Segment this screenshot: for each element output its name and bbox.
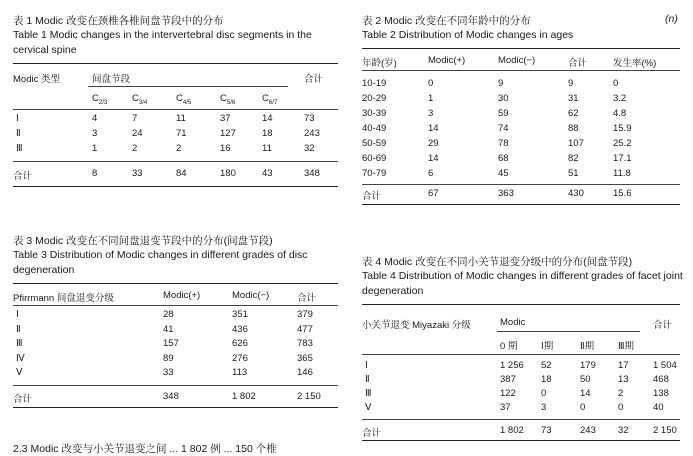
table1-sum-cell: 43 <box>262 168 273 179</box>
table1-col-type: Modic 类型 <box>13 74 60 85</box>
table2-cell: 9 <box>498 78 504 89</box>
table1-row-label: Ⅲ <box>16 143 23 154</box>
table1-cell: 2 <box>132 143 138 154</box>
table4-cell: 3 <box>541 402 547 413</box>
table4-subheader-cell: Ⅱ期 <box>580 341 595 352</box>
table4-sum-cell: 243 <box>580 425 596 436</box>
table3-header-cell: 合计 <box>297 293 317 304</box>
segment-sub: 4/5 <box>182 99 192 106</box>
table1-row-total: 243 <box>304 128 320 139</box>
table3-cell: 157 <box>163 338 179 349</box>
table2-sum-rule <box>362 184 680 185</box>
table2-sum-cell: 430 <box>568 188 584 199</box>
table1-col-segment: 间盘节段 <box>92 74 131 85</box>
table3-cell: 351 <box>232 309 248 320</box>
table1-col-total: 合计 <box>304 74 324 85</box>
table4-row-total: 138 <box>653 388 669 399</box>
table1-cell: 37 <box>220 113 231 124</box>
table2-header-cell: 合计 <box>568 58 588 69</box>
table2-age-cell: 70-79 <box>362 168 387 179</box>
table2-bottom-rule <box>362 204 680 205</box>
segment-sub: 5/6 <box>226 99 236 106</box>
table3-sum-cell: 1 802 <box>232 391 256 402</box>
table4-cell: 2 <box>618 388 624 399</box>
table4-top-rule <box>362 304 680 305</box>
table1-segment-header <box>132 93 147 106</box>
table4-col-total: 合计 <box>653 320 673 331</box>
table3-cell: 28 <box>163 309 174 320</box>
table2-sum-cell: 15.6 <box>613 188 632 199</box>
table3-bottom-rule <box>13 407 338 408</box>
table2-cell: 29 <box>428 138 439 149</box>
table4-row-total: 40 <box>653 402 664 413</box>
table4-modic-rule <box>497 331 640 332</box>
table1-row-total: 32 <box>304 143 315 154</box>
table3-grade-cell: Ⅲ <box>16 338 23 349</box>
table3-cell: 626 <box>232 338 248 349</box>
table3-cell: 365 <box>297 352 313 364</box>
table2-cell: 30 <box>498 93 509 104</box>
segment-base: C <box>132 93 139 104</box>
table2-cell: 3 <box>428 108 434 119</box>
table1-cell: 7 <box>132 113 138 124</box>
table2-title-en: Table 2 Distribution of Modic changes in ages <box>362 29 574 41</box>
table4-subheader-cell: 0 期 <box>500 341 518 352</box>
table2-cell: 11.8 <box>613 168 631 179</box>
table3-top-rule <box>13 283 338 284</box>
table1-cell: 4 <box>92 113 98 124</box>
table2-age-cell: 10-19 <box>362 78 387 89</box>
table4-sum-label: 合计 <box>362 428 382 439</box>
table4-row-label: Ⅲ <box>365 388 372 399</box>
table2-age-cell: 20-29 <box>362 93 387 104</box>
table1-cell: 2 <box>176 143 182 154</box>
table1-sum-cell: 180 <box>220 168 236 179</box>
table3-sum-rule <box>13 385 338 386</box>
table3-cell: 89 <box>163 352 174 364</box>
table4-cell: 52 <box>541 360 552 371</box>
table3-grade-cell: Ⅳ <box>16 352 25 364</box>
table2-top-rule <box>362 48 680 49</box>
table4-cell: 122 <box>500 388 516 399</box>
table3-cell: 41 <box>163 323 174 335</box>
table3-header-cell: Pfirrmann 间盘退变分级 <box>13 293 114 304</box>
table4-header-rule <box>362 354 680 355</box>
table4-row-total: 468 <box>653 374 669 385</box>
table1-title-en: Table 1 Modic changes in the intervertebral disc segments in the cervical spine <box>13 29 312 56</box>
table2-cell: 14 <box>428 153 439 164</box>
table2-cell: 17.1 <box>613 153 632 164</box>
table2-age-cell: 60-69 <box>362 153 387 164</box>
table2-cell: 51 <box>568 168 579 179</box>
table4-subheader-cell: Ⅲ期 <box>618 341 635 352</box>
table3-cell: 477 <box>297 323 313 335</box>
table2-age-cell: 50-59 <box>362 138 387 149</box>
table1-cell: 24 <box>132 128 143 139</box>
table1-cell: 11 <box>176 113 186 124</box>
segment-sub: 6/7 <box>268 99 278 106</box>
table4-cell: 0 <box>580 402 586 413</box>
table2-cell: 0 <box>613 78 619 89</box>
table1-title-cn: 表 1 Modic 改变在颈椎各椎间盘节段中的分布 <box>13 15 224 27</box>
table1-top-rule <box>13 63 338 64</box>
table4-row-label: Ⅰ <box>365 360 368 371</box>
table1-segment-header <box>92 93 107 106</box>
table2-sum-cell: 67 <box>428 188 439 199</box>
table2-cell: 107 <box>568 138 584 149</box>
table4-cell: 14 <box>580 388 591 399</box>
table1-cell: 11 <box>262 143 272 154</box>
table3-sum-cell: 合计 <box>13 394 33 405</box>
table2-header-cell: Modic(−) <box>498 55 536 66</box>
table2-cell: 9 <box>568 78 574 89</box>
segment-base: C <box>220 93 227 104</box>
table2-cell: 25.2 <box>613 138 632 149</box>
table1-cell: 1 <box>92 143 98 154</box>
table2-header-cell: 年龄(岁) <box>362 58 397 69</box>
table2-cell: 78 <box>498 138 509 149</box>
table1-cell: 71 <box>176 128 187 139</box>
table1-bottom-rule <box>13 186 338 187</box>
table3-sum-cell: 2 150 <box>297 391 321 402</box>
table1-segment-header <box>220 93 235 106</box>
table1-sum-cell: 84 <box>176 168 187 179</box>
table4-sum-cell: 1 802 <box>500 425 524 436</box>
table3-cell: 276 <box>232 352 248 364</box>
table4-title-cn: 表 4 Modic 改变在不同小关节退变分级中的分布(间盘节段) <box>362 256 633 268</box>
table3-cell: 113 <box>232 367 248 378</box>
table4-subheader-cell: Ⅰ期 <box>541 341 554 352</box>
table2-cell: 68 <box>498 153 509 164</box>
table1-segment-rule <box>88 86 288 87</box>
table1-header-rule <box>13 109 338 110</box>
segment-base: C <box>176 93 183 104</box>
table2-header-cell: Modic(+) <box>428 55 466 66</box>
table4-cell: 1 256 <box>500 360 524 371</box>
table2-cell: 6 <box>428 168 434 179</box>
footer-text: 2.3 Modic 改变与小关节退变之间 ... 1 802 例 ... 150 个椎 <box>13 443 277 455</box>
table2-age-cell: 40-49 <box>362 123 387 134</box>
table4-cell: 13 <box>618 374 629 385</box>
table3-grade-cell: Ⅰ <box>16 309 19 320</box>
table3-cell: 146 <box>297 367 313 378</box>
table2-cell: 74 <box>498 123 509 134</box>
table4-sum-cell: 32 <box>618 425 629 436</box>
table4-cell: 179 <box>580 360 596 371</box>
table3-sum-cell: 348 <box>163 391 179 402</box>
table1-sum-cell: 8 <box>92 168 98 179</box>
table3-grade-cell: Ⅱ <box>16 323 21 335</box>
table4-col-grade: 小关节退变 Miyazaki 分级 <box>362 320 471 331</box>
table2-cell: 15.9 <box>613 123 632 134</box>
table2-cell: 45 <box>498 168 509 179</box>
table1-row-total: 73 <box>304 113 315 124</box>
table4-row-label: Ⅱ <box>365 374 370 385</box>
table2-cell: 0 <box>428 78 434 89</box>
table1-cell: 3 <box>92 128 98 139</box>
table2-sum-cell: 合计 <box>362 191 382 202</box>
table1-row-label: Ⅰ <box>16 113 19 124</box>
table3-cell: 33 <box>163 367 174 378</box>
table2-title-cn: 表 2 Modic 改变在不同年龄中的分布 <box>362 15 531 27</box>
table3-title-cn: 表 3 Modic 改变在不同间盘退变节段中的分布(间盘节段) <box>13 235 273 247</box>
table4-cell: 0 <box>618 402 624 413</box>
segment-sub: 2/3 <box>98 99 108 106</box>
table1-sum-total: 348 <box>304 168 320 179</box>
table2-header-rule <box>362 70 680 71</box>
table4-title-en: Table 4 Distribution of Modic changes in different grades of facet joint degeneration <box>362 270 683 297</box>
table4-cell: 37 <box>500 402 511 413</box>
table4-row-total: 1 504 <box>653 360 677 371</box>
table4-sum-cell: 73 <box>541 425 552 436</box>
table1-segment-header <box>176 93 191 106</box>
table2-cell: 82 <box>568 153 579 164</box>
table1-cell: 16 <box>220 143 231 154</box>
table4-col-modic: Modic <box>500 317 526 328</box>
table4-sum-rule <box>362 419 680 420</box>
table2-header-cell: 发生率(%) <box>613 58 657 69</box>
table2-cell: 3.2 <box>613 93 627 104</box>
table4-cell: 0 <box>541 388 547 399</box>
table2-cell: 14 <box>428 123 439 134</box>
table2-cell: 59 <box>498 108 509 119</box>
table3-cell: 783 <box>297 338 313 349</box>
table3-cell: 436 <box>232 323 248 335</box>
table4-bottom-rule <box>362 440 680 441</box>
segment-base: C <box>92 93 99 104</box>
table4-cell: 18 <box>541 374 552 385</box>
table2-sum-cell: 363 <box>498 188 514 199</box>
table3-title-en: Table 3 Distribution of Modic changes in different grades of disc degeneration <box>13 249 308 276</box>
table4-sum-total: 2 150 <box>653 425 677 436</box>
table3-grade-cell: Ⅴ <box>16 367 23 378</box>
table1-cell: 18 <box>262 128 273 139</box>
table2-cell: 62 <box>568 108 579 119</box>
segment-base: C <box>262 93 269 104</box>
table2-cell: 31 <box>568 93 579 104</box>
segment-sub: 3/4 <box>138 99 148 106</box>
table3-header-rule <box>13 305 338 306</box>
table4-cell: 50 <box>580 374 591 385</box>
table4-cell: 17 <box>618 360 629 371</box>
table2-cell: 1 <box>428 93 434 104</box>
table2-cell: 88 <box>568 123 579 134</box>
table2-cell: 4.8 <box>613 108 627 119</box>
table2-unit: (n) <box>665 13 678 25</box>
table1-row-label: Ⅱ <box>16 128 21 139</box>
table1-sum-rule <box>13 161 338 162</box>
table3-header-cell: Modic(−) <box>232 290 270 301</box>
table1-sum-cell: 33 <box>132 168 143 179</box>
table4-row-label: Ⅴ <box>365 402 372 413</box>
table1-sum-label: 合计 <box>13 171 33 182</box>
table2-age-cell: 30-39 <box>362 108 387 119</box>
table1-cell: 127 <box>220 128 236 139</box>
table4-cell: 387 <box>500 374 516 385</box>
table3-header-cell: Modic(+) <box>163 290 201 301</box>
table3-cell: 379 <box>297 309 313 320</box>
table1-segment-header <box>262 93 277 106</box>
table1-cell: 14 <box>262 113 273 124</box>
